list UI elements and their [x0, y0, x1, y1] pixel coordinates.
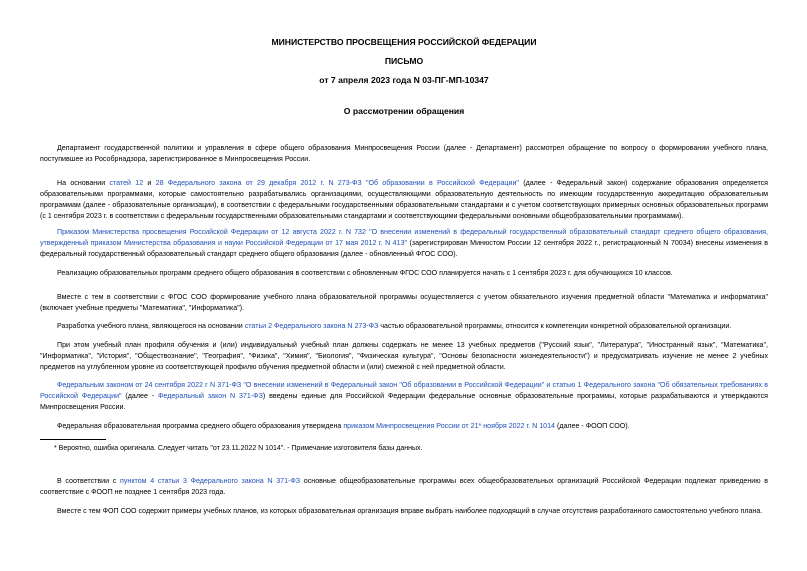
paragraph-9	[40, 421, 768, 432]
footnote: * Вероятно, ошибка оригинала. Следует читать "от 23.11.2022 N 1014". - Примечание изготовителя базы данных.	[54, 445, 423, 452]
paragraph-6-text: частью образовательной программы, относится к компетенции конкретной образовательной организации.	[378, 322, 732, 330]
paragraph-2	[40, 178, 768, 222]
ministry-title: МИНИСТЕРСТВО ПРОСВЕЩЕНИЯ РОССИЙСКОЙ ФЕДЕРАЦИИ	[271, 37, 537, 47]
paragraph-10	[40, 476, 768, 498]
paragraph-11: Вместе с тем ФОП СОО содержит примеры учебных планов, из которых образовательная организация вправе выбрать наиболее подходящий в случае отсутствия разработанного самостоятельно учебного плана.	[57, 507, 763, 515]
paragraph-8	[40, 380, 768, 413]
paragraph-10-text: основные общеобразовательные программы всех общеобразовательных организаций Российской Федерации подлежат приведению в соответствие с ФООП не позднее 1 сентября 2023 года.	[40, 477, 769, 496]
paragraph-9-text: Федеральная образовательная программа среднего общего образования утверждена	[57, 422, 344, 430]
paragraph-3-text: (зарегистрирован Минюстом России 12 сентября 2022 г., регистрационный N 70034) внесены изменения в федеральный государственный образовательный стандарт среднего общего образования (далее - обновленный ФГОС СОО).	[40, 239, 768, 258]
footnote-divider	[40, 439, 106, 440]
paragraph-6	[40, 321, 768, 332]
link-order-1014[interactable]: приказом Минпросвещения России от 21* ноября 2022 г. N 1014	[343, 422, 555, 430]
document-subject: О рассмотрении обращения	[343, 106, 465, 116]
link-clause-4-law-371[interactable]: пунктом 4 статьи 3 Федерального закона N 371-ФЗ	[120, 477, 301, 485]
document-type: ПИСЬМО	[384, 56, 424, 66]
document-date-number: от 7 апреля 2023 года N 03-ПГ-МП-10347	[319, 75, 489, 85]
paragraph-10-text: В соответствии с	[57, 477, 121, 485]
paragraph-7: При этом учебный план профиля обучения и (или) индивидуальный учебный план должны содержать не менее 13 учебных предметов ("Русский язык", "Литература", "Иностранный язык", "Математика", "Информатика", "История", "Обществознание", "География", "Физика", "Химия", "Биология", "Физическая культура", "Основы безопасности жизнедеятельности") и предусматривать изучение не менее 2 учебных предметов на углубленном уровне из соответствующей профилю обучения предметной области и (или) смежной с ней предметной области.	[40, 341, 768, 371]
paragraph-2-text: (далее - Федеральный закон) содержание образования определяется образовательными программами, которые самостоятельно разрабатывались организациями, осуществляющими образовательную деятельность по имеющим государственную аккредитацию образовательным программам (далее - образовательные организации), в соответствии с федеральными государственными образовательными стандартами и с учетом соответствующих примерных основных образовательных программ (с 1 сентября 2023 г. в соответствии с федеральным государственными образовательными стандартами и соответствующими федеральными основными общеобразовательными программами).	[40, 179, 769, 220]
paragraph-8-text: ) введены единые для Российской Федерации федеральные основные образовательные программы, которые разрабатываются и утверждаются Минпросвещения России.	[40, 392, 768, 411]
link-article-12[interactable]: статей 12	[109, 179, 144, 187]
paragraph-5: Вместе с тем в соответствии с ФГОС СОО формирование учебного плана образовательной программы осуществляется с учетом обязательного изучения предметной области "Математика и информатика" (включает учебные предметы "Математика", "Информатика").	[40, 293, 768, 312]
paragraph-8-text: (далее -	[121, 392, 159, 400]
link-law-371[interactable]: Федеральным законом от 24 сентября 2022 г N 371-ФЗ "О внесении изменений в Федеральный закон "Об образовании в Российской Федерации" и статью 1 Федерального закона "Об обязательных требованиях в Российской Федерации"	[40, 381, 768, 400]
paragraph-6-text: Разработка учебного плана, являющегося на основании	[57, 322, 245, 330]
link-law-371-short[interactable]: Федеральный закон N 371-ФЗ	[158, 392, 263, 400]
paragraph-9-text: (далее - ФООП СОО).	[555, 422, 630, 430]
link-article-2-law-273[interactable]: статьи 2 Федерального закона N 273-ФЗ	[244, 322, 379, 330]
paragraph-2-text: На основании	[57, 179, 110, 187]
link-law-273[interactable]: 28 Федерального закона от 29 декабря 2012 г. N 273-ФЗ "Об образовании в Российской Федерации"	[155, 179, 519, 187]
paragraph-3	[40, 227, 768, 260]
paragraph-2-text: и	[143, 179, 156, 187]
paragraph-1: Департамент государственной политики и управления в сфере общего образования Минпросвещения России (далее - Департамент) рассмотрел обращение по вопросу о формировании учебного плана, поступившее из Рособрнадзора, зарегистрированное в Минпросвещения России.	[40, 144, 768, 163]
link-order-732[interactable]: Приказом Министерства просвещения Российской Федерации от 12 августа 2022 г. N 732 "О внесении изменений в федеральный государственный образовательный стандарт среднего общего образования, утвержденный приказом Министерства образования и науки Российской Федерации от 17 мая 2012 г. N 413"	[40, 228, 768, 247]
paragraph-4: Реализацию образовательных программ среднего общего образования в соответствии с обновленным ФГОС СОО планируется начать с 1 сентября 2023 г. для обучающихся 10 классов.	[57, 269, 673, 277]
